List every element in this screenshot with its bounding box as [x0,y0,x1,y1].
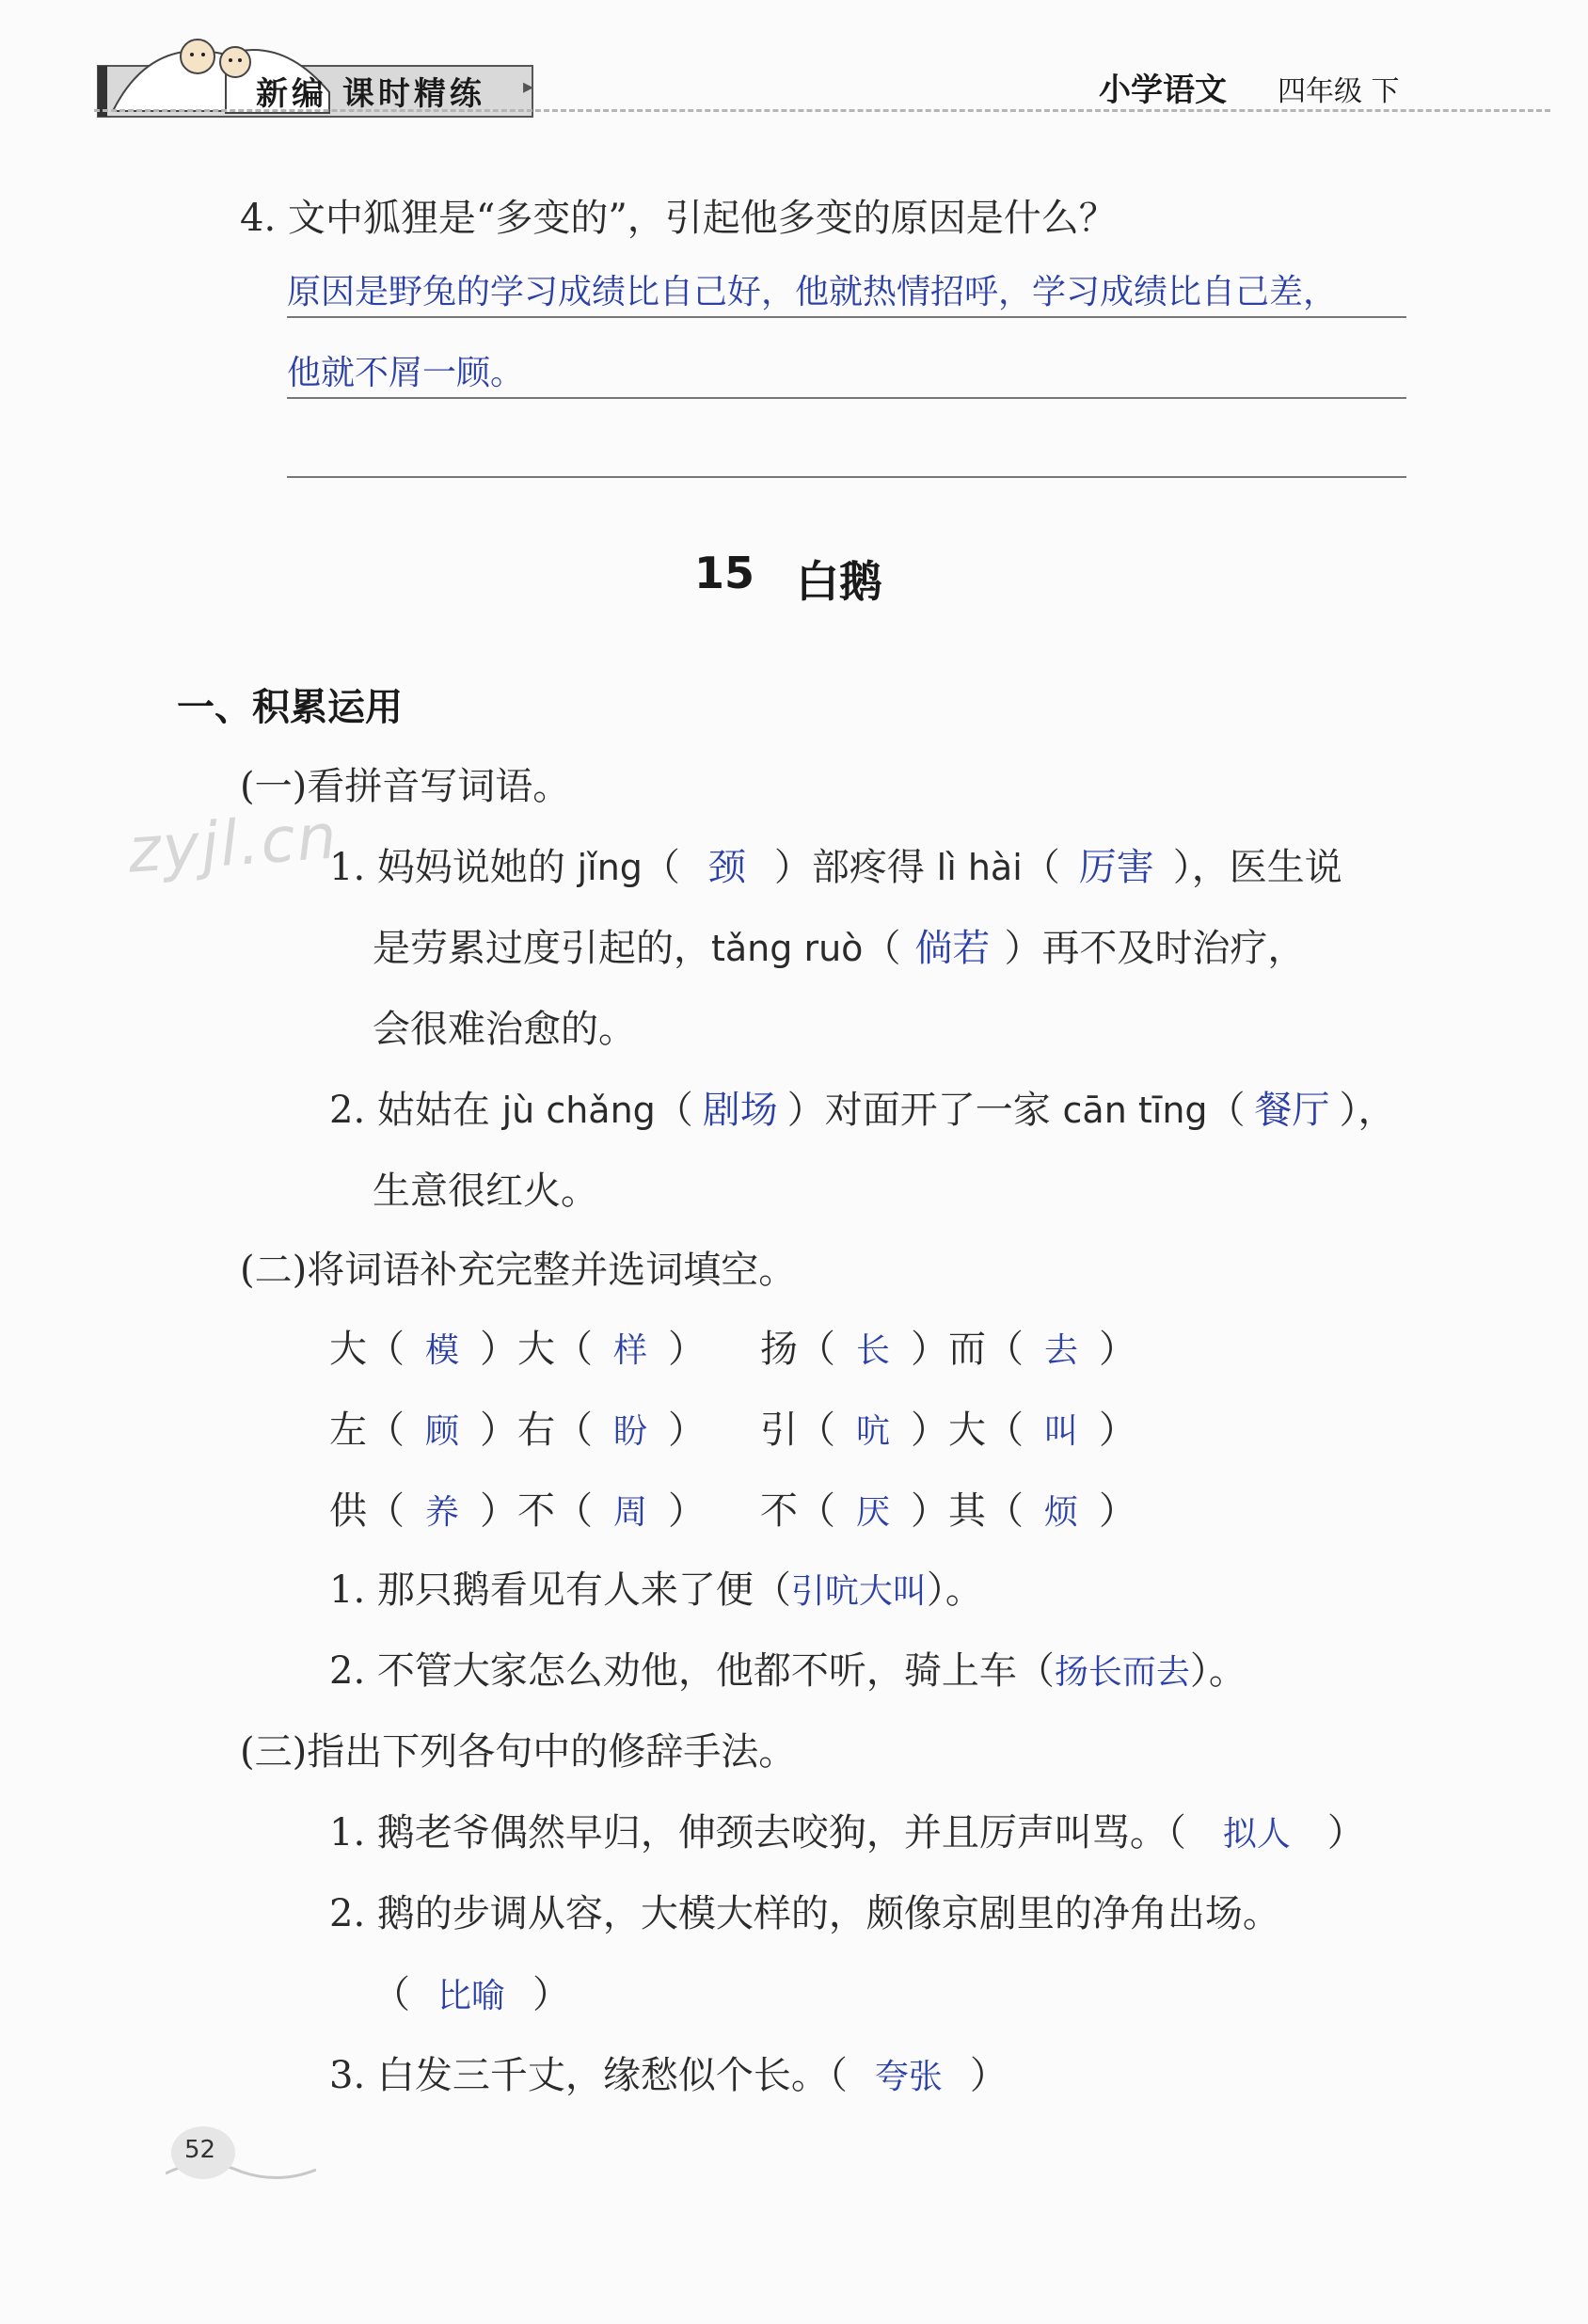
part1-heading: (一)看拼音写词语。 [240,765,571,808]
part3-sentence-2: 2. 鹅的步调从容，大模大样的，颇像京剧里的净角出场。 [329,1892,1280,1935]
answer: 盼 [612,1412,647,1451]
header-subject: 小学语文 [1099,72,1227,109]
part3-sentence-2-answer: （ 比喻 ） [373,1965,570,2018]
part1-item2-line2: 生意很红火。 [373,1170,598,1213]
page-number: 52 [184,2136,216,2164]
answer: 扬长而去 [1054,1653,1190,1692]
header-divider [94,109,1550,112]
pinyin: cān tīng [1062,1090,1208,1131]
part2-heading: (二)将词语补充完整并选词填空。 [240,1249,797,1292]
part1-item2-line1: 2. 姑姑在 jù chǎng（ 剧场 ）对面开了一家 cān tīng（ 餐厅 ）， [329,1080,1396,1134]
answer: 颈 [707,846,746,889]
pinyin: lì hài [936,847,1023,888]
header-arrow-icon: ▸ [523,75,534,99]
part3-sentence-3: 3. 白发三千丈，缘愁似个长。（ 夸张 ） [329,2045,1008,2099]
answer: 长 [855,1331,890,1370]
header-grade: 四年级 下 [1278,75,1400,108]
part2-sentence-2: 2. 不管大家怎么劝他，他都不听，骑上车（扬长而去）。 [329,1649,1247,1693]
answer-4-line2: 他就不屑一顾。 [287,354,525,392]
idiom-item: 大（ 模 ）大（ 样 ） [329,1319,706,1373]
answer: 厉害 [1078,846,1154,889]
part1-item1-line3: 会很难治愈的。 [373,1008,636,1051]
part1-item1-line1: 1. 妈妈说她的 jǐng（ 颈 ）部疼得 lì hài（ 厉害 ），医生说 [329,837,1342,891]
answer: 引吭大叫 [790,1572,927,1611]
answer-line [287,397,1406,399]
answer: 拟人 [1222,1815,1291,1854]
answer: 厌 [855,1493,890,1532]
header-brand: 新编 课时精练 [256,75,485,113]
pinyin: jǐng [577,847,643,888]
answer: 样 [612,1331,647,1370]
lesson-title: 白鹅 [796,556,882,607]
idiom-item: 供（ 养 ）不（ 周 ） [329,1481,706,1535]
idiom-item: 不（ 厌 ）其（ 烦 ） [760,1481,1136,1535]
lesson-number: 15 [694,548,755,598]
pinyin: jù chǎng [501,1090,656,1131]
answer: 吭 [855,1412,890,1451]
part3-heading: (三)指出下列各句中的修辞手法。 [240,1730,797,1774]
answer: 餐厅 [1254,1089,1330,1132]
answer-4-line1: 原因是野兔的学习成绩比自己好，他就热情招呼，学习成绩比自己差， [287,273,1338,311]
answer-line [287,476,1406,478]
idiom-item: 扬（ 长 ）而（ 去 ） [760,1319,1136,1373]
answer-line [287,316,1406,318]
question-4: 4. 文中狐狸是“多变的”，引起他多变的原因是什么？ [240,197,1117,240]
idiom-item: 左（ 顾 ）右（ 盼 ） [329,1400,706,1454]
answer: 养 [424,1493,459,1532]
answer: 夸张 [874,2058,943,2096]
answer: 比喻 [437,1977,505,2015]
part2-sentence-1: 1. 那只鹅看见有人来了便（引吭大叫）。 [329,1568,983,1612]
answer: 周 [612,1493,647,1532]
section-heading: 一、积累运用 [177,686,403,729]
answer: 倘若 [914,927,991,970]
part1-item1-line2: 是劳累过度引起的，tǎng ruò（ 倘若 ）再不及时治疗， [373,918,1305,972]
answer: 去 [1043,1331,1078,1370]
idiom-item: 引（ 吭 ）大（ 叫 ） [760,1400,1136,1454]
answer: 模 [424,1331,459,1370]
pinyin: tǎng ruò [711,928,864,969]
answer: 剧场 [702,1089,778,1132]
answer: 烦 [1043,1493,1078,1532]
watermark: zyjl.cn [125,800,341,887]
answer: 叫 [1043,1412,1078,1451]
part3-sentence-1: 1. 鹅老爷偶然早归，伸颈去咬狗，并且厉声叫骂。（ 拟人 ） [329,1803,1365,1856]
answer: 顾 [424,1412,459,1451]
